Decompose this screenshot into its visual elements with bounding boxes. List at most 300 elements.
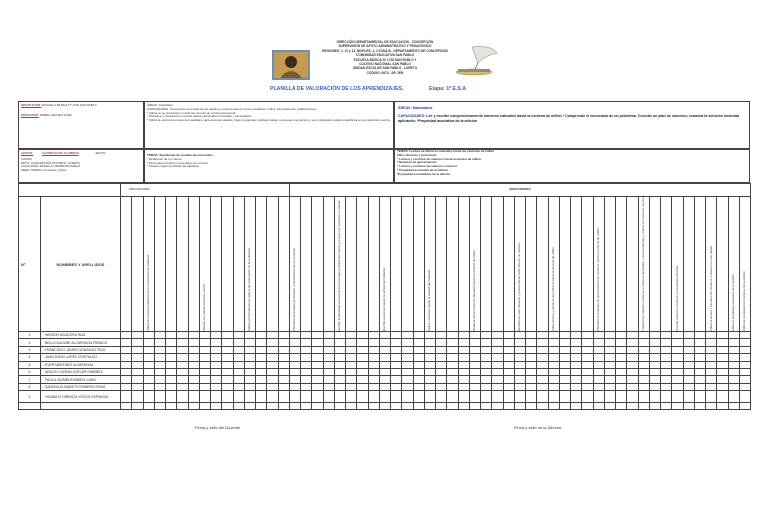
score-cell[interactable] [244, 361, 255, 368]
score-cell[interactable] [469, 361, 480, 368]
score-cell[interactable] [312, 376, 323, 383]
score-cell[interactable] [458, 376, 469, 383]
score-cell[interactable] [672, 361, 683, 368]
score-cell[interactable] [143, 354, 154, 361]
score-cell[interactable] [222, 332, 233, 339]
score-cell[interactable] [289, 332, 300, 339]
score-cell[interactable] [616, 339, 627, 346]
score-cell[interactable] [604, 368, 615, 375]
score-cell[interactable] [289, 354, 300, 361]
score-cell[interactable] [548, 383, 559, 390]
score-cell[interactable] [323, 376, 334, 383]
score-cell[interactable] [368, 368, 379, 375]
score-cell[interactable] [739, 332, 750, 339]
score-cell[interactable] [143, 332, 154, 339]
score-cell[interactable] [334, 339, 345, 346]
score-cell[interactable] [166, 339, 177, 346]
score-cell[interactable] [616, 346, 627, 353]
score-cell[interactable] [593, 346, 604, 353]
score-cell[interactable] [312, 361, 323, 368]
score-cell[interactable] [413, 354, 424, 361]
score-cell[interactable] [312, 368, 323, 375]
score-cell[interactable] [537, 383, 548, 390]
score-cell[interactable] [211, 361, 222, 368]
score-cell[interactable] [514, 391, 525, 403]
score-cell[interactable] [672, 354, 683, 361]
score-cell[interactable] [469, 368, 480, 375]
score-cell[interactable] [256, 376, 267, 383]
score-cell[interactable] [368, 354, 379, 361]
score-cell[interactable] [391, 339, 402, 346]
score-cell[interactable] [706, 376, 717, 383]
score-cell[interactable] [222, 339, 233, 346]
score-cell[interactable] [616, 361, 627, 368]
score-cell[interactable] [593, 354, 604, 361]
score-cell[interactable] [492, 346, 503, 353]
score-cell[interactable] [593, 332, 604, 339]
score-cell[interactable] [706, 383, 717, 390]
score-cell[interactable] [188, 354, 199, 361]
score-cell[interactable] [289, 383, 300, 390]
score-cell[interactable] [593, 376, 604, 383]
score-cell[interactable] [638, 376, 649, 383]
score-cell[interactable] [357, 368, 368, 375]
score-cell[interactable] [121, 368, 132, 375]
score-cell[interactable] [278, 339, 289, 346]
score-cell[interactable] [514, 376, 525, 383]
score-cell[interactable] [469, 339, 480, 346]
score-cell[interactable] [492, 376, 503, 383]
score-cell[interactable] [469, 346, 480, 353]
score-cell[interactable] [132, 383, 143, 390]
score-cell[interactable] [188, 346, 199, 353]
score-cell[interactable] [267, 376, 278, 383]
score-cell[interactable] [526, 391, 537, 403]
score-cell[interactable] [492, 368, 503, 375]
score-cell[interactable] [436, 376, 447, 383]
score-cell[interactable] [278, 354, 289, 361]
score-cell[interactable] [469, 391, 480, 403]
score-cell[interactable] [132, 354, 143, 361]
score-cell[interactable] [121, 339, 132, 346]
score-cell[interactable] [672, 376, 683, 383]
score-cell[interactable] [346, 368, 357, 375]
score-cell[interactable] [559, 354, 570, 361]
score-cell[interactable] [526, 354, 537, 361]
score-cell[interactable] [526, 346, 537, 353]
score-cell[interactable] [267, 383, 278, 390]
score-cell[interactable] [177, 361, 188, 368]
score-cell[interactable] [481, 339, 492, 346]
score-cell[interactable] [649, 346, 660, 353]
score-cell[interactable] [143, 346, 154, 353]
score-cell[interactable] [278, 368, 289, 375]
score-cell[interactable] [391, 354, 402, 361]
score-cell[interactable] [694, 376, 705, 383]
score-cell[interactable] [323, 383, 334, 390]
score-cell[interactable] [548, 332, 559, 339]
score-cell[interactable] [233, 391, 244, 403]
score-cell[interactable] [222, 346, 233, 353]
score-cell[interactable] [649, 361, 660, 368]
score-cell[interactable] [413, 383, 424, 390]
score-cell[interactable] [222, 361, 233, 368]
score-cell[interactable] [368, 391, 379, 403]
score-cell[interactable] [278, 391, 289, 403]
score-cell[interactable] [526, 376, 537, 383]
score-cell[interactable] [132, 361, 143, 368]
score-cell[interactable] [413, 339, 424, 346]
score-cell[interactable] [211, 354, 222, 361]
score-cell[interactable] [514, 383, 525, 390]
score-cell[interactable] [368, 361, 379, 368]
score-cell[interactable] [278, 383, 289, 390]
score-cell[interactable] [593, 339, 604, 346]
score-cell[interactable] [166, 346, 177, 353]
score-cell[interactable] [424, 332, 435, 339]
score-cell[interactable] [683, 368, 694, 375]
score-cell[interactable] [132, 376, 143, 383]
score-cell[interactable] [346, 332, 357, 339]
score-cell[interactable] [739, 368, 750, 375]
score-cell[interactable] [357, 361, 368, 368]
score-cell[interactable] [593, 383, 604, 390]
score-cell[interactable] [503, 383, 514, 390]
score-cell[interactable] [391, 383, 402, 390]
score-cell[interactable] [199, 332, 210, 339]
score-cell[interactable] [244, 383, 255, 390]
score-cell[interactable] [548, 361, 559, 368]
score-cell[interactable] [391, 346, 402, 353]
score-cell[interactable] [559, 339, 570, 346]
score-cell[interactable] [638, 383, 649, 390]
score-cell[interactable] [458, 361, 469, 368]
score-cell[interactable] [559, 376, 570, 383]
score-cell[interactable] [571, 339, 582, 346]
score-cell[interactable] [649, 339, 660, 346]
score-cell[interactable] [199, 339, 210, 346]
score-cell[interactable] [346, 383, 357, 390]
score-cell[interactable] [211, 391, 222, 403]
score-cell[interactable] [323, 361, 334, 368]
score-cell[interactable] [166, 391, 177, 403]
score-cell[interactable] [694, 332, 705, 339]
score-cell[interactable] [548, 376, 559, 383]
score-cell[interactable] [289, 339, 300, 346]
score-cell[interactable] [638, 354, 649, 361]
score-cell[interactable] [424, 354, 435, 361]
score-cell[interactable] [402, 376, 413, 383]
score-cell[interactable] [492, 383, 503, 390]
score-cell[interactable] [514, 339, 525, 346]
score-cell[interactable] [143, 376, 154, 383]
score-cell[interactable] [154, 354, 165, 361]
score-cell[interactable] [188, 383, 199, 390]
score-cell[interactable] [481, 376, 492, 383]
score-cell[interactable] [672, 383, 683, 390]
score-cell[interactable] [143, 339, 154, 346]
score-cell[interactable] [436, 332, 447, 339]
score-cell[interactable] [649, 368, 660, 375]
score-cell[interactable] [256, 368, 267, 375]
score-cell[interactable] [582, 346, 593, 353]
score-cell[interactable] [222, 383, 233, 390]
score-cell[interactable] [199, 361, 210, 368]
score-cell[interactable] [627, 346, 638, 353]
score-cell[interactable] [312, 391, 323, 403]
score-cell[interactable] [672, 391, 683, 403]
score-cell[interactable] [526, 361, 537, 368]
score-cell[interactable] [661, 346, 672, 353]
score-cell[interactable] [447, 332, 458, 339]
score-cell[interactable] [447, 346, 458, 353]
score-cell[interactable] [424, 361, 435, 368]
score-cell[interactable] [413, 368, 424, 375]
score-cell[interactable] [166, 354, 177, 361]
score-cell[interactable] [188, 332, 199, 339]
score-cell[interactable] [301, 354, 312, 361]
score-cell[interactable] [593, 368, 604, 375]
score-cell[interactable] [537, 346, 548, 353]
score-cell[interactable] [604, 383, 615, 390]
score-cell[interactable] [492, 391, 503, 403]
score-cell[interactable] [717, 376, 728, 383]
score-cell[interactable] [683, 339, 694, 346]
score-cell[interactable] [683, 354, 694, 361]
score-cell[interactable] [537, 376, 548, 383]
score-cell[interactable] [638, 361, 649, 368]
score-cell[interactable] [301, 383, 312, 390]
score-cell[interactable] [616, 332, 627, 339]
score-cell[interactable] [154, 332, 165, 339]
score-cell[interactable] [267, 332, 278, 339]
score-cell[interactable] [368, 383, 379, 390]
score-cell[interactable] [244, 339, 255, 346]
score-cell[interactable] [503, 354, 514, 361]
score-cell[interactable] [424, 346, 435, 353]
score-cell[interactable] [571, 376, 582, 383]
score-cell[interactable] [458, 332, 469, 339]
score-cell[interactable] [177, 391, 188, 403]
score-cell[interactable] [391, 361, 402, 368]
score-cell[interactable] [514, 368, 525, 375]
score-cell[interactable] [627, 383, 638, 390]
score-cell[interactable] [458, 391, 469, 403]
score-cell[interactable] [458, 383, 469, 390]
score-cell[interactable] [492, 361, 503, 368]
score-cell[interactable] [548, 368, 559, 375]
score-cell[interactable] [593, 361, 604, 368]
score-cell[interactable] [526, 383, 537, 390]
score-cell[interactable] [424, 391, 435, 403]
score-cell[interactable] [728, 383, 739, 390]
score-cell[interactable] [334, 361, 345, 368]
score-cell[interactable] [154, 346, 165, 353]
score-cell[interactable] [627, 376, 638, 383]
score-cell[interactable] [627, 332, 638, 339]
score-cell[interactable] [379, 368, 390, 375]
score-cell[interactable] [526, 368, 537, 375]
score-cell[interactable] [739, 354, 750, 361]
score-cell[interactable] [244, 354, 255, 361]
score-cell[interactable] [346, 339, 357, 346]
score-cell[interactable] [154, 391, 165, 403]
score-cell[interactable] [233, 383, 244, 390]
score-cell[interactable] [694, 383, 705, 390]
score-cell[interactable] [211, 346, 222, 353]
score-cell[interactable] [469, 354, 480, 361]
score-cell[interactable] [548, 391, 559, 403]
score-cell[interactable] [661, 332, 672, 339]
score-cell[interactable] [548, 354, 559, 361]
score-cell[interactable] [256, 383, 267, 390]
score-cell[interactable] [402, 391, 413, 403]
score-cell[interactable] [379, 391, 390, 403]
score-cell[interactable] [402, 332, 413, 339]
score-cell[interactable] [323, 332, 334, 339]
score-cell[interactable] [334, 383, 345, 390]
score-cell[interactable] [368, 376, 379, 383]
score-cell[interactable] [537, 354, 548, 361]
score-cell[interactable] [604, 354, 615, 361]
score-cell[interactable] [402, 383, 413, 390]
score-cell[interactable] [571, 383, 582, 390]
score-cell[interactable] [559, 332, 570, 339]
score-cell[interactable] [706, 361, 717, 368]
score-cell[interactable] [278, 376, 289, 383]
score-cell[interactable] [694, 368, 705, 375]
score-cell[interactable] [402, 339, 413, 346]
score-cell[interactable] [391, 391, 402, 403]
score-cell[interactable] [436, 354, 447, 361]
score-cell[interactable] [391, 332, 402, 339]
score-cell[interactable] [661, 368, 672, 375]
score-cell[interactable] [661, 339, 672, 346]
score-cell[interactable] [604, 376, 615, 383]
score-cell[interactable] [571, 391, 582, 403]
score-cell[interactable] [481, 368, 492, 375]
score-cell[interactable] [582, 354, 593, 361]
score-cell[interactable] [514, 354, 525, 361]
score-cell[interactable] [672, 346, 683, 353]
score-cell[interactable] [526, 332, 537, 339]
score-cell[interactable] [559, 346, 570, 353]
score-cell[interactable] [379, 346, 390, 353]
score-cell[interactable] [154, 383, 165, 390]
score-cell[interactable] [379, 376, 390, 383]
score-cell[interactable] [503, 332, 514, 339]
score-cell[interactable] [222, 354, 233, 361]
score-cell[interactable] [571, 368, 582, 375]
score-cell[interactable] [267, 346, 278, 353]
score-cell[interactable] [301, 368, 312, 375]
score-cell[interactable] [312, 383, 323, 390]
score-cell[interactable] [604, 361, 615, 368]
score-cell[interactable] [694, 346, 705, 353]
score-cell[interactable] [672, 368, 683, 375]
score-cell[interactable] [694, 361, 705, 368]
score-cell[interactable] [458, 354, 469, 361]
score-cell[interactable] [661, 376, 672, 383]
score-cell[interactable] [424, 376, 435, 383]
score-cell[interactable] [706, 339, 717, 346]
score-cell[interactable] [323, 368, 334, 375]
score-cell[interactable] [301, 332, 312, 339]
score-cell[interactable] [424, 368, 435, 375]
score-cell[interactable] [121, 383, 132, 390]
score-cell[interactable] [121, 346, 132, 353]
score-cell[interactable] [357, 339, 368, 346]
score-cell[interactable] [447, 383, 458, 390]
score-cell[interactable] [188, 361, 199, 368]
score-cell[interactable] [616, 368, 627, 375]
score-cell[interactable] [706, 391, 717, 403]
score-cell[interactable] [132, 368, 143, 375]
score-cell[interactable] [256, 361, 267, 368]
score-cell[interactable] [177, 383, 188, 390]
score-cell[interactable] [357, 391, 368, 403]
score-cell[interactable] [683, 383, 694, 390]
score-cell[interactable] [717, 339, 728, 346]
score-cell[interactable] [334, 346, 345, 353]
score-cell[interactable] [728, 361, 739, 368]
score-cell[interactable] [379, 383, 390, 390]
score-cell[interactable] [638, 346, 649, 353]
score-cell[interactable] [503, 339, 514, 346]
score-cell[interactable] [458, 346, 469, 353]
score-cell[interactable] [627, 368, 638, 375]
score-cell[interactable] [481, 332, 492, 339]
score-cell[interactable] [346, 346, 357, 353]
score-cell[interactable] [177, 368, 188, 375]
score-cell[interactable] [458, 368, 469, 375]
score-cell[interactable] [402, 361, 413, 368]
score-cell[interactable] [256, 354, 267, 361]
score-cell[interactable] [132, 346, 143, 353]
score-cell[interactable] [717, 354, 728, 361]
score-cell[interactable] [357, 354, 368, 361]
score-cell[interactable] [638, 339, 649, 346]
score-cell[interactable] [323, 391, 334, 403]
score-cell[interactable] [413, 376, 424, 383]
score-cell[interactable] [728, 376, 739, 383]
score-cell[interactable] [436, 368, 447, 375]
score-cell[interactable] [447, 391, 458, 403]
score-cell[interactable] [728, 346, 739, 353]
score-cell[interactable] [559, 391, 570, 403]
score-cell[interactable] [301, 346, 312, 353]
score-cell[interactable] [199, 368, 210, 375]
score-cell[interactable] [278, 332, 289, 339]
score-cell[interactable] [616, 383, 627, 390]
score-cell[interactable] [706, 368, 717, 375]
score-cell[interactable] [571, 346, 582, 353]
score-cell[interactable] [503, 376, 514, 383]
score-cell[interactable] [267, 354, 278, 361]
score-cell[interactable] [177, 332, 188, 339]
score-cell[interactable] [267, 391, 278, 403]
score-cell[interactable] [593, 391, 604, 403]
score-cell[interactable] [526, 339, 537, 346]
score-cell[interactable] [244, 391, 255, 403]
score-cell[interactable] [301, 391, 312, 403]
score-cell[interactable] [256, 346, 267, 353]
score-cell[interactable] [289, 376, 300, 383]
score-cell[interactable] [334, 354, 345, 361]
score-cell[interactable] [717, 346, 728, 353]
score-cell[interactable] [233, 332, 244, 339]
score-cell[interactable] [683, 361, 694, 368]
